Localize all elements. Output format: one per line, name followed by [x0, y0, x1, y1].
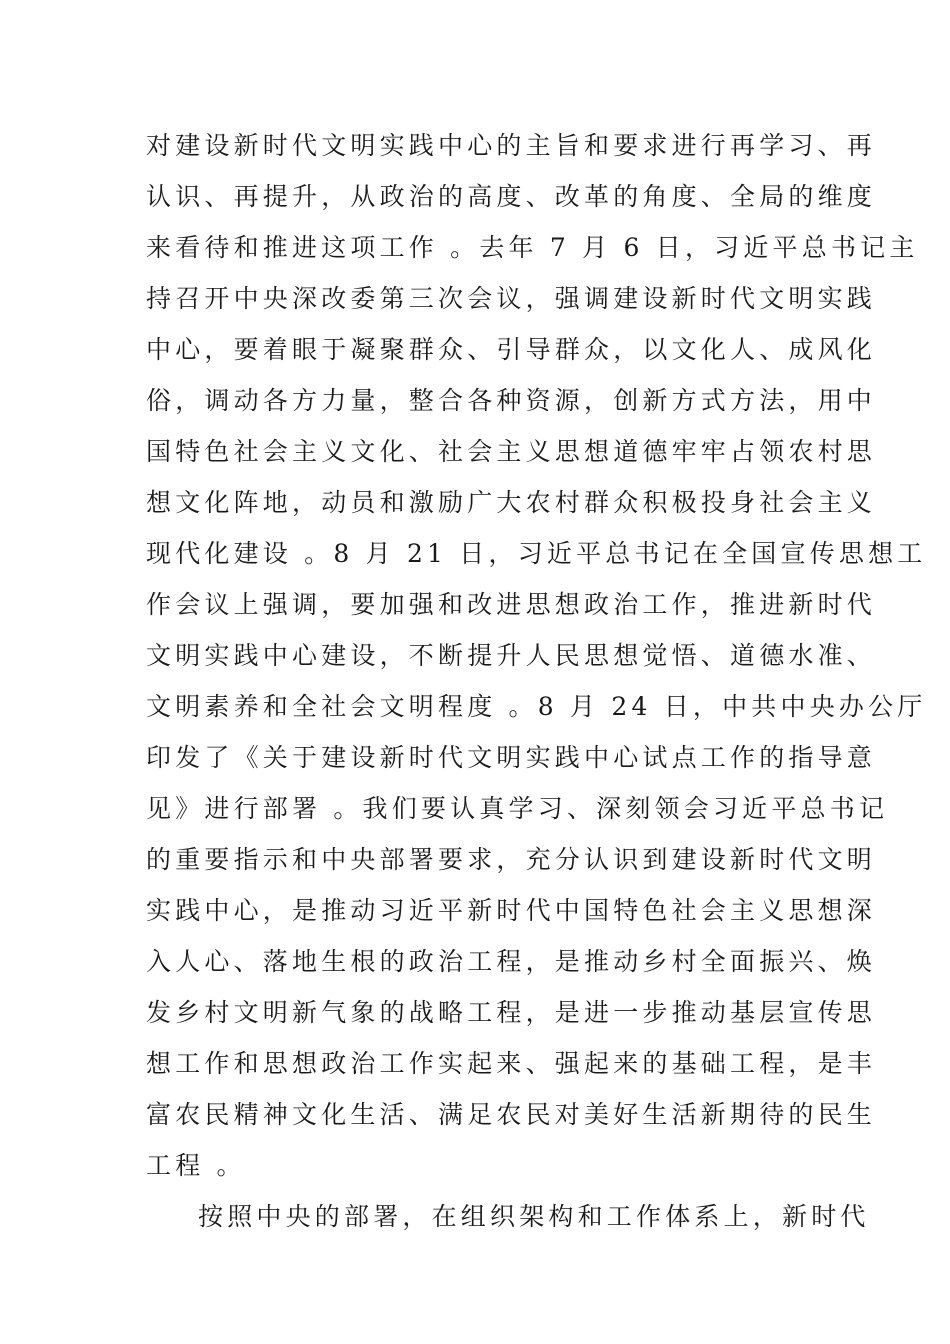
text-line: 的重要指示和中央部署要求，充分认识到建设新时代文明	[146, 845, 877, 874]
text-line: 文明素养和全社会文明程度 。8 月 24 日，中共中央办公厅	[146, 692, 927, 721]
text-line: 印发了《关于建设新时代文明实践中心试点工作的指导意	[146, 743, 877, 772]
text-line: 工程 。	[146, 1151, 246, 1180]
text-line: 来看待和推进这项工作 。去年 7 月 6 日，习近平总书记主	[146, 233, 919, 262]
text-line: 想文化阵地，动员和激励广大农村群众积极投身社会主义	[146, 488, 877, 517]
paragraph-start-line: 按照中央的部署，在组织架构和工作体系上，新时代	[198, 1202, 870, 1231]
text-line: 富农民精神文化生活、满足农民对美好生活新期待的民生	[146, 1100, 877, 1129]
text-line: 俗，调动各方力量，整合各种资源，创新方式方法，用中	[146, 386, 877, 415]
text-line: 想工作和思想政治工作实起来、强起来的基础工程，是丰	[146, 1049, 877, 1078]
text-line: 国特色社会主义文化、社会主义思想道德牢牢占领农村思	[146, 437, 877, 466]
text-line: 见》进行部署 。我们要认真学习、深刻领会习近平总书记	[146, 794, 889, 823]
text-line: 作会议上强调，要加强和改进思想政治工作，推进新时代	[146, 590, 877, 619]
text-line: 文明实践中心建设，不断提升人民思想觉悟、道德水准、	[146, 641, 877, 670]
text-line: 发乡村文明新气象的战略工程，是进一步推动基层宣传思	[146, 998, 877, 1027]
text-line: 实践中心，是推动习近平新时代中国特色社会主义思想深	[146, 896, 877, 925]
text-line: 入人心、落地生根的政治工程，是推动乡村全面振兴、焕	[146, 947, 877, 976]
text-line: 中心，要着眼于凝聚群众、引导群众，以文化人、成风化	[146, 335, 877, 364]
text-line: 持召开中央深改委第三次会议，强调建设新时代文明实践	[146, 284, 877, 313]
text-line: 对建设新时代文明实践中心的主旨和要求进行再学习、再	[146, 131, 877, 160]
text-line: 现代化建设 。8 月 21 日，习近平总书记在全国宣传思想工	[146, 539, 927, 568]
text-line: 认识、再提升，从政治的高度、改革的角度、全局的维度	[146, 182, 877, 211]
